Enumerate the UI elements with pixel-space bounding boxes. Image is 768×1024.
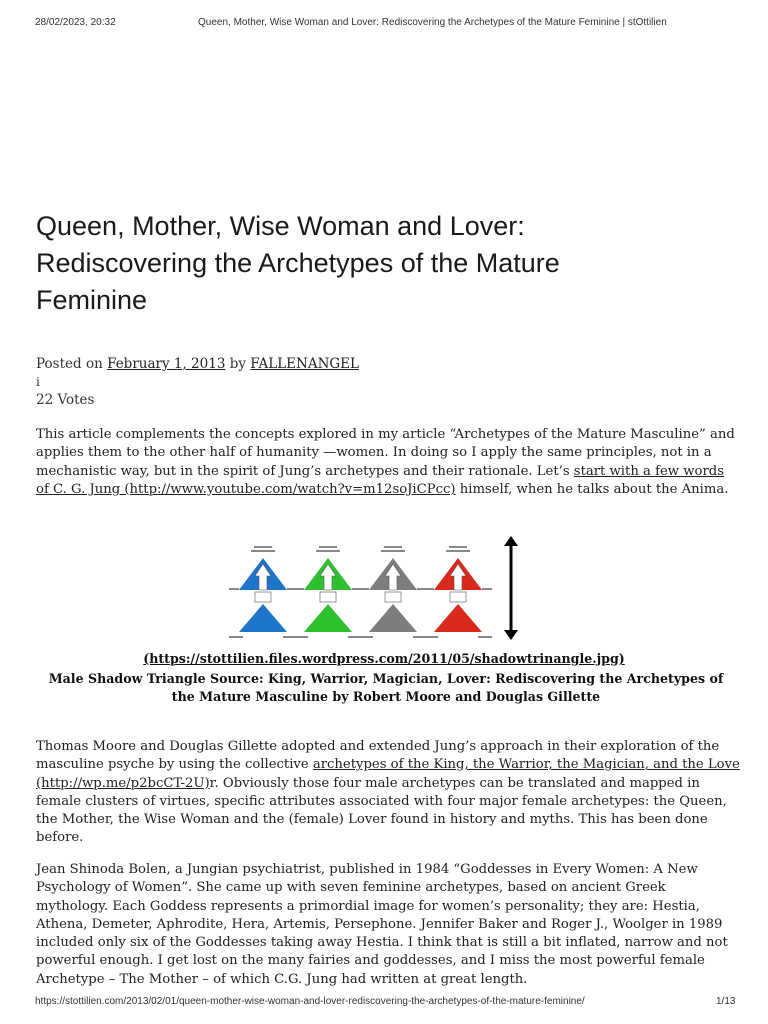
- print-url: https://stottilien.com/2013/02/01/queen-mother-wise-woman-and-lover-rediscovering-the-archetypes-of-the-mature-feminine/: [35, 996, 585, 1007]
- lower-triangle: [434, 604, 482, 632]
- post-date-link[interactable]: February 1, 2013: [107, 356, 226, 372]
- maturity-arrow: [504, 536, 518, 640]
- lower-triangle: [304, 604, 352, 632]
- shadow-triangle-figure[interactable]: [228, 532, 528, 646]
- label-mark: [449, 546, 467, 548]
- posted-on-label: Posted on: [36, 356, 108, 372]
- figure-source-link[interactable]: (https://stottilien.files.wordpress.com/2011/05/shadowtrinangle.jpg): [143, 651, 625, 666]
- figure-source-link-row: [0, 651, 768, 666]
- lower-triangle: [369, 604, 417, 632]
- lower-triangle: [239, 604, 287, 632]
- warrior-triangle-group: [294, 546, 362, 638]
- figure-caption: Male Shadow Triangle Source: King, Warrior, Magician, Lover: Rediscovering the Archetypes of the Mature Masculine by Robert Moore and Douglas Gillette: [48, 671, 724, 704]
- vote-count: 22 Votes: [36, 392, 95, 408]
- label-mark: [359, 636, 373, 638]
- label-mark: [478, 636, 492, 638]
- paragraph-text: This article complements the concepts explored in my article “Archetypes of the Mature Masculine” and applies them to the other half of humanity —women. In doing so I apply the same principles, not in a mechanistic way, but in the spirit of Jung’s archetypes and their rationale. Let’s: [36, 427, 735, 479]
- center-box: [385, 592, 401, 602]
- label-mark: [424, 588, 434, 590]
- by-label: by: [225, 356, 251, 372]
- label-mark: [294, 636, 308, 638]
- jung-video-link[interactable]: start with a few words of C. G. Jung (http://www.youtube.com/watch?v=m12soJiCPcc): [36, 463, 724, 497]
- paragraph-text: Thomas Moore and Douglas Gillette adopted and extended Jung’s approach in their exploration of the masculine psyche by using the collective: [36, 739, 720, 773]
- paragraph-intro: [36, 426, 740, 499]
- page-number: 1/13: [716, 996, 736, 1007]
- author-link[interactable]: FALLENANGEL: [250, 356, 359, 372]
- label-mark: [229, 636, 243, 638]
- label-mark: [294, 588, 304, 590]
- label-mark: [446, 550, 470, 552]
- lover-triangle-group: [424, 546, 492, 638]
- print-page-title: Queen, Mother, Wise Woman and Lover: Rediscovering the Archetypes of the Mature Feminine | stOttilien: [198, 17, 667, 28]
- label-mark: [424, 636, 438, 638]
- label-mark: [381, 550, 405, 552]
- rating-icon[interactable]: i: [36, 375, 40, 389]
- archetypes-article-link[interactable]: archetypes of the King, the Warrior, the Magician, and the Love (http://wp.me/p2bcCT-2U): [36, 757, 740, 791]
- center-box: [320, 592, 336, 602]
- paragraph-bolen: Jean Shinoda Bolen, a Jungian psychiatrist, published in 1984 “Goddesses in Every Women: A New Psychology of Women”. She came up with seven feminine archetypes, based on ancient Greek mythology. Each Goddess represents a primordial image for women’s personality; they are: Hestia, Athena, Demeter, Aphrodite, Hera, Artemis, Persephone. Jennifer Baker and Roger J., Woolger in 1989 included only six of the Goddesses taking away Hestia. I think that is still a bit inflated, narrow and not powerful enough. I get lost on the many fairies and goddesses, and I miss the most powerful female Archetype – The Mother – of which C.G. Jung had written at great length.: [36, 862, 728, 987]
- label-mark: [384, 546, 402, 548]
- label-mark: [482, 588, 492, 590]
- paragraph-text: r. Obviously those four male archetypes can be translated and mapped in female clusters of virtues, specific attributes associated with four major female archetypes: the Queen, the Mother, the Wise Woman and the (female) Lover found in history and myths. This has been done before.: [36, 775, 727, 846]
- center-box: [450, 592, 466, 602]
- post-meta: [36, 356, 359, 372]
- label-mark: [254, 546, 272, 548]
- magician-triangle-group: [359, 546, 427, 638]
- paragraph-moore-gillette: [36, 738, 740, 848]
- center-box: [255, 592, 271, 602]
- label-mark: [319, 546, 337, 548]
- paragraph-text: himself, when he talks about the Anima.: [455, 481, 729, 497]
- label-mark: [251, 550, 275, 552]
- article-title: Queen, Mother, Wise Woman and Lover: Rediscovering the Archetypes of the Mature Feminine: [36, 211, 560, 315]
- label-mark: [316, 550, 340, 552]
- label-mark: [359, 588, 369, 590]
- label-mark: [229, 588, 239, 590]
- print-datetime: 28/02/2023, 20:32: [35, 17, 116, 28]
- king-triangle-group: [229, 546, 297, 638]
